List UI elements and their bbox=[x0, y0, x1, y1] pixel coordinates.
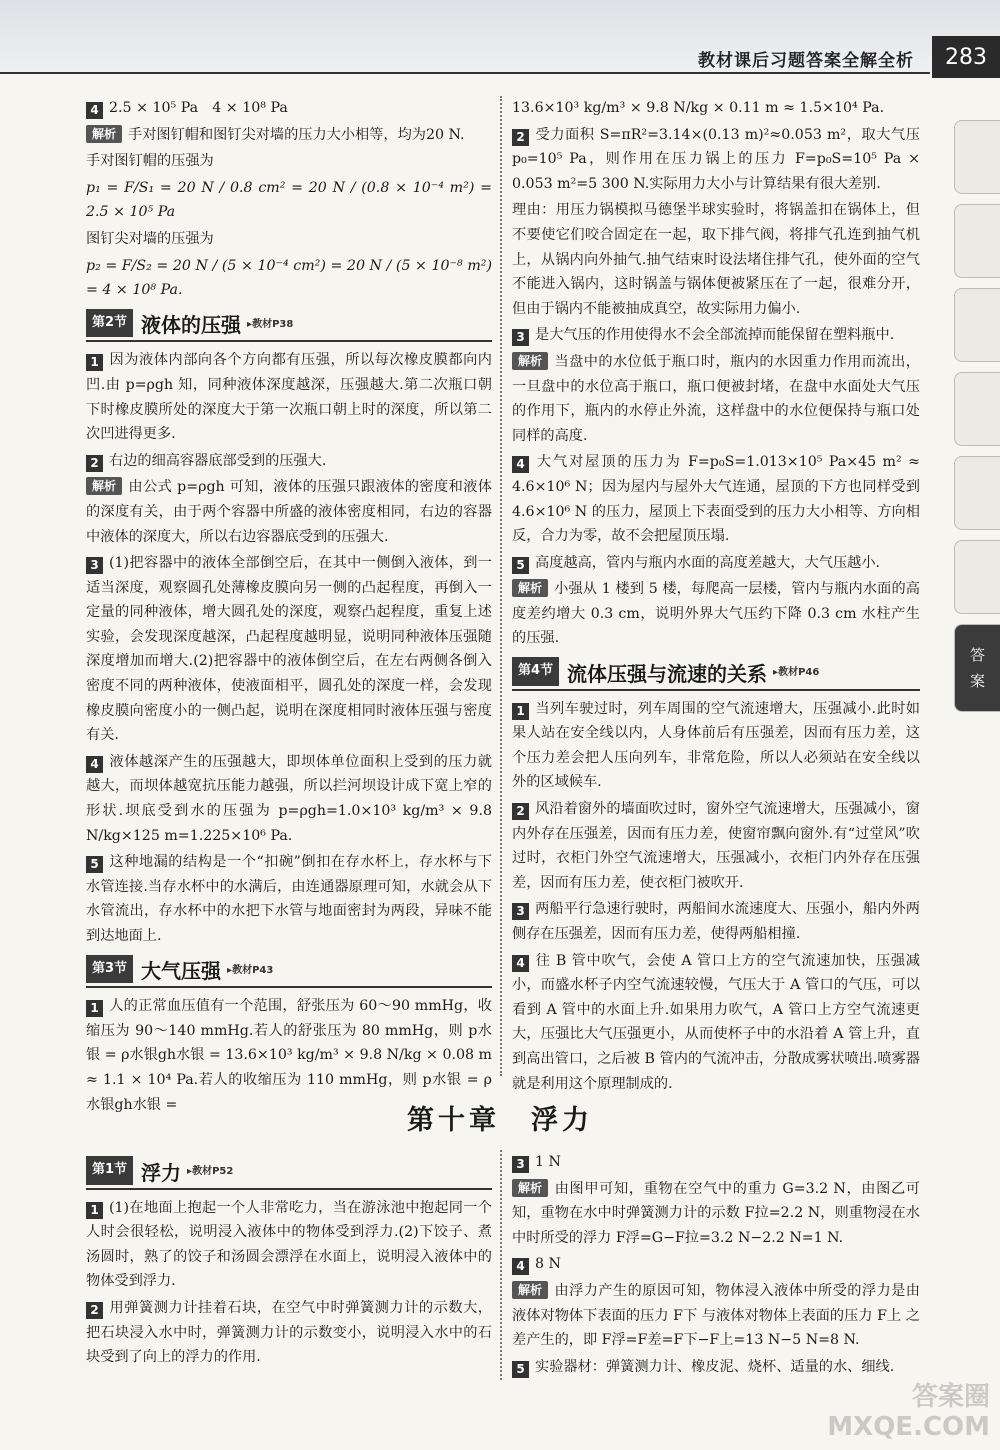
side-tab-6[interactable] bbox=[954, 540, 1000, 614]
question-number: 3 bbox=[512, 903, 529, 920]
question-number: 4 bbox=[86, 756, 103, 773]
analysis-item bbox=[512, 1177, 920, 1251]
question-number: 5 bbox=[512, 557, 529, 574]
analysis-item bbox=[86, 123, 492, 148]
bottom-left-column bbox=[86, 1150, 492, 1372]
analysis-label: 解析 bbox=[86, 125, 122, 143]
right-column bbox=[512, 96, 920, 1098]
left-column bbox=[86, 96, 492, 1119]
section-heading-4 bbox=[512, 657, 920, 691]
answer-item bbox=[86, 96, 492, 121]
side-tabs bbox=[954, 120, 1000, 722]
section-title: 浮力 bbox=[141, 1160, 182, 1185]
section-heading-3 bbox=[86, 955, 492, 989]
analysis-text: 小强从 1 楼到 5 楼，每爬高一层楼，管内与瓶内水面的高度差约增大 0.3 cm，说明外界大气压约下降 0.3 cm 水柱产生的压强. bbox=[512, 581, 920, 647]
answer-text: 右边的细高容器底部受到的压强大. bbox=[109, 452, 327, 469]
formula-p2: p₂ = F/S₂ = 20 N / (5 × 10⁻⁴ cm²) = 20 N / (5 × 10⁻⁸ m²) = 4 × 10⁸ Pa. bbox=[86, 257, 492, 299]
chapter-title: 第十章 浮力 bbox=[407, 1105, 593, 1136]
question-number: 4 bbox=[86, 102, 103, 119]
question-number: 1 bbox=[512, 703, 529, 720]
section-textbook-ref: ▸教材P38 bbox=[247, 318, 294, 330]
question-number: 4 bbox=[512, 1258, 529, 1275]
answer-item bbox=[512, 1150, 920, 1175]
section-title: 流体压强与流速的关系 bbox=[567, 661, 768, 686]
page-header-title: 教材课后习题答案全解全析 bbox=[698, 51, 914, 71]
question-number: 2 bbox=[86, 455, 103, 472]
answer-text: 受力面积 S=πR²=3.14×(0.13 m)²≈0.053 m²，取大气压 p₀=10⁵ Pa，则作用在压力锅上的压力 F=p₀S=10⁵ Pa × 0.053 m²=5 300 N.实际用力大小与计算结果有很大差别. bbox=[512, 126, 920, 192]
answer-item bbox=[512, 123, 920, 197]
answer-item bbox=[86, 750, 492, 848]
answer-text: (1)在地面上抱起一个人非常吃力，当在游泳池中抱起同一个人时会很轻松，说明浸入液体中的物体受到浮力.(2)下饺子、煮汤圆时，熟了的饺子和汤圆会漂浮在水面上，说明浸入液体中的物体受到浮力. bbox=[86, 1199, 492, 1290]
answer-text: 1 N bbox=[535, 1154, 561, 1170]
answer-text: 风沿着窗外的墙面吹过时，窗外空气流速增大，压强减小，窗内外存在压强差，因而有压力差，使窗帘飘向窗外.有“过堂风”吹过时，衣柜门外空气流速增大，压强减小，衣柜门内外存在压强差，因而有压力差，使衣柜门被吹开. bbox=[512, 801, 920, 891]
section-badge: 第4节 bbox=[512, 657, 559, 686]
analysis-item bbox=[512, 1279, 920, 1353]
side-tab-label-2: 案 bbox=[969, 672, 985, 690]
formula-p1: p₁ = F/S₁ = 20 N / 0.8 cm² = 20 N / (0.8 × 10⁻⁴ m²) = 2.5 × 10⁵ Pa bbox=[86, 179, 492, 221]
text-line: 手对图钉帽的压强为 bbox=[86, 153, 214, 170]
analysis-text: 手对图钉帽和图钉尖对墙的压力大小相等，均为20 N. bbox=[128, 126, 465, 143]
section-title: 大气压强 bbox=[141, 959, 222, 984]
answer-item bbox=[86, 551, 492, 748]
question-number: 2 bbox=[512, 129, 529, 146]
side-tab-3[interactable] bbox=[954, 288, 1000, 362]
question-number: 2 bbox=[512, 803, 529, 820]
answer-item bbox=[512, 897, 920, 946]
answer-text: 用弹簧测力计挂着石块，在空气中时弹簧测力计的示数大，把石块浸入水中时，弹簧测力计的示数变小，说明浸入水中的石块受到了向上的浮力的作用. bbox=[86, 1299, 492, 1366]
answer-item bbox=[512, 323, 920, 348]
answer-item bbox=[512, 697, 920, 795]
section-textbook-ref: ▸教材P43 bbox=[227, 964, 274, 976]
section-badge: 第1节 bbox=[86, 1156, 133, 1185]
answer-item bbox=[86, 1196, 492, 1294]
analysis-text: 当盘中的水位低于瓶口时，瓶内的水因重力作用而流出，一旦盘中的水位高于瓶口，瓶口便被封堵，在盘中水面处大气压的作用下，瓶内的水停止外流，这样盘中的水位便保持与瓶口处同样的高度. bbox=[512, 353, 920, 444]
side-tab-2[interactable] bbox=[954, 204, 1000, 278]
side-tab-label-1: 答 bbox=[969, 646, 985, 664]
section-heading-1 bbox=[86, 1156, 492, 1190]
analysis-label: 解析 bbox=[512, 579, 548, 597]
analysis-label: 解析 bbox=[512, 1179, 548, 1197]
analysis-text: 由公式 p=ρgh 可知，液体的压强只跟液体的密度和液体的深度有关，由于两个容器中所盛的液体密度相同，右边的容器中液体的深度大，所以右边容器底受到的压强大. bbox=[86, 479, 492, 545]
analysis-text: 由浮力产生的原因可知，物体浸入液体中所受的浮力是由液体对物体下表面的压力 F下 与液体对物体上表面的压力 F上 之差产生的，即 F浮=F差=F下−F上=13 N−5 N=8 N. bbox=[512, 1282, 920, 1349]
answer-text: 是大气压的作用使得水不会全部流掉而能保留在塑料瓶中. bbox=[535, 327, 895, 344]
question-number: 1 bbox=[86, 1202, 103, 1219]
answer-text: 人的正常血压值有一个范围，舒张压为 60～90 mmHg，收缩压为 90～140 mmHg.若人的舒张压为 80 mmHg，则 p水银 = ρ水银gh水银 = 13.6×10³ kg/m³ × 9.8 N/kg × 0.08 m ≈ 1.1 × 10⁴ Pa.若人的收缩压为 110 mmHg，则 p水银 = ρ水银gh水银 = bbox=[86, 998, 492, 1113]
question-number: 1 bbox=[86, 1000, 103, 1017]
answer-item bbox=[512, 949, 920, 1097]
answer-text: 实验器材：弹簧测力计、橡皮泥、烧杯、适量的水、细线. bbox=[535, 1358, 895, 1375]
side-tab-4[interactable] bbox=[954, 372, 1000, 446]
answer-item bbox=[86, 449, 492, 474]
answer-item bbox=[86, 850, 492, 948]
answer-text: 8 N bbox=[535, 1256, 561, 1273]
reason-text: 理由：用压力锅模拟马德堡半球实验时，将锅盖扣在锅体上，但不要使它们咬合固定在一起，取下排气阀，将排气孔连到抽气机上，从锅内向外抽气.抽气结束时设法堵住排气孔，使外面的空气不能进入锅内，这时锅盖与锅体便被紧压在了一起，很难分开，但由于锅内不能被抽成真空，故实际用力偏小. bbox=[512, 202, 920, 317]
answer-text: 高度越高，管内与瓶内水面的高度差越大，大气压越小. bbox=[535, 554, 881, 571]
header-rule bbox=[0, 72, 930, 74]
answer-item bbox=[512, 450, 920, 548]
side-tab-5[interactable] bbox=[954, 456, 1000, 530]
section-title: 液体的压强 bbox=[141, 313, 242, 338]
continued-line: 13.6×10³ kg/m³ × 9.8 N/kg × 0.11 m ≈ 1.5×10⁴ Pa. bbox=[512, 100, 885, 116]
answer-text: 往 B 管中吹气，会使 A 管口上方的空气流速加快，压强减小，而盛水杯子内空气流速较慢，气压大于 A 管口的气压，可以看到 A 管中的水面上升.如果用力吹气，A 管口上方空气流速更大，压强比大气压强更小，从而使杯子中的水沿着 A 管上升，直到高出管口，之后被 B 管内的气流冲击，分散成雾状喷出.喷雾器就是利用这个原理制成的. bbox=[512, 952, 920, 1092]
answer-text: 液体越深产生的压强越大，即坝体单位面积上受到的压力就越大，而坝体越宽抗压能力越强，所以拦河坝设计成下宽上窄的形状.坝底受到水的压强为 p=ρgh=1.0×10³ kg/m³ × 9.8 N/kg×125 m=1.225×10⁶ Pa. bbox=[86, 753, 492, 844]
analysis-item bbox=[86, 475, 492, 549]
answer-item bbox=[86, 348, 492, 446]
question-number: 3 bbox=[86, 557, 103, 574]
answer-item bbox=[86, 1296, 492, 1370]
column-divider-top bbox=[500, 96, 502, 1076]
question-number: 4 bbox=[512, 456, 529, 473]
side-tab-1[interactable] bbox=[954, 120, 1000, 194]
answer-item bbox=[512, 551, 920, 576]
answer-text: 两船平行急速行驶时，两船间水流速度大、压强小，船内外两侧存在压强差，因而有压力差，使得两船相撞. bbox=[512, 901, 920, 942]
answer-text: (1)把容器中的液体全部倒空后，在其中一侧倒入液体，到一适当深度，观察圆孔处薄橡皮膜向另一侧的凸起程度，再倒入一定量的同种液体，增大圆孔处的深度，观察凸起程度，重复上述实验，会发现深度越深，凸起程度越明显，说明同种液体压强随深度增加而增大.(2)把容器中的液体倒空后，在左右两侧各倒入密度不同的两种液体，使液面相平，圆孔处的深度一样，会发现橡皮膜向密度小的一侧凸起，说明在深度相同时液体压强与密度有关. bbox=[86, 555, 492, 744]
column-divider-bottom bbox=[500, 1150, 502, 1380]
page-number: 283 bbox=[932, 36, 1000, 78]
analysis-label: 解析 bbox=[512, 352, 548, 370]
side-tab-answer[interactable] bbox=[954, 624, 1000, 712]
analysis-item bbox=[512, 577, 920, 651]
answer-item bbox=[512, 1252, 920, 1277]
question-number: 5 bbox=[86, 856, 103, 873]
question-number: 5 bbox=[512, 1361, 529, 1378]
bottom-right-column bbox=[512, 1150, 920, 1381]
answer-text: 当列车驶过时，列车周围的空气流速增大，压强减小.此时如果人站在安全线以内，人身体前后有压强差，因而有压力差，这个压力差会把人压向列车，非常危险，所以人必须站在安全线以外的区域候车. bbox=[512, 700, 920, 791]
analysis-text: 由图甲可知，重物在空气中的重力 G=3.2 N，由图乙可知，重物在水中时弹簧测力计的示数 F拉=2.2 N，则重物浸在水中时所受的浮力 F浮=G−F拉=3.2 N−2.2 N=1 N. bbox=[512, 1180, 920, 1246]
answer-item bbox=[512, 797, 920, 895]
watermark bbox=[827, 1382, 990, 1442]
answer-item bbox=[512, 1355, 920, 1380]
section-badge: 第2节 bbox=[86, 309, 133, 338]
question-number: 3 bbox=[512, 1156, 529, 1173]
text-line: 图钉尖对墙的压强为 bbox=[86, 230, 214, 247]
question-number: 2 bbox=[86, 1302, 103, 1319]
analysis-label: 解析 bbox=[86, 477, 122, 495]
question-number: 3 bbox=[512, 329, 529, 346]
section-textbook-ref: ▸教材P52 bbox=[187, 1166, 234, 1177]
section-heading-2 bbox=[86, 309, 492, 343]
watermark-line-2: MXQE.COM bbox=[827, 1412, 990, 1442]
watermark-line-1: 答案圈 bbox=[911, 1382, 990, 1412]
answer-text: 2.5 × 10⁵ Pa 4 × 10⁸ Pa bbox=[109, 100, 288, 116]
analysis-item bbox=[512, 350, 920, 448]
question-number: 1 bbox=[86, 354, 103, 371]
question-number: 4 bbox=[512, 955, 529, 972]
section-textbook-ref: ▸教材P46 bbox=[773, 667, 820, 679]
answer-text: 大气对屋顶的压力为 F=p₀S=1.013×10⁵ Pa×45 m² ≈ 4.6×10⁶ N；因为屋内与屋外大气连通，屋顶的下方也同样受到 4.6×10⁶ N 的压力，屋顶上下表面受到的压力大小相等、方向相反，合力为零，故不会把屋顶压塌. bbox=[512, 454, 920, 545]
analysis-label: 解析 bbox=[512, 1281, 548, 1299]
answer-text: 这种地漏的结构是一个“扣碗”倒扣在存水杯上，存水杯与下水管连接.当存水杯中的水满后，由连通器原理可知，水就会从下水管流出，存水杯中的水把下水管与地面密封为两段，异味不能到达地面上. bbox=[86, 854, 492, 944]
section-badge: 第3节 bbox=[86, 955, 133, 984]
answer-text: 因为液体内部向各个方向都有压强，所以每次橡皮膜都向内凹.由 p=ρgh 知，同种液体深度越深，压强越大.第二次瓶口朝下时橡皮膜所处的深度大于第一次瓶口朝上时的深度，所以第二次凹进得更多. bbox=[86, 352, 492, 443]
